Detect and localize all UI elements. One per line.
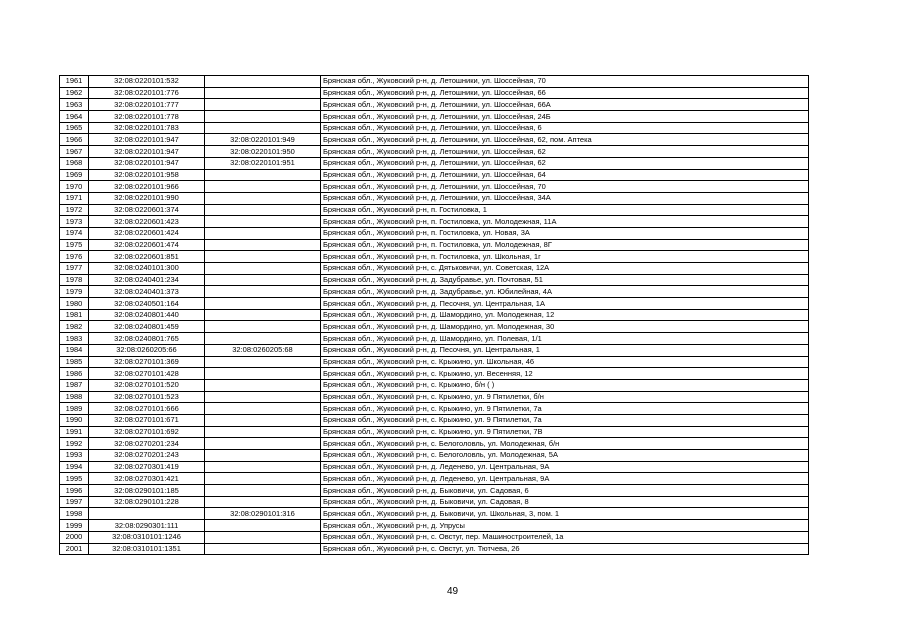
table-row (60, 239, 809, 251)
related-cadastral-number-cell (205, 251, 321, 263)
related-cadastral-number-cell: 32:08:0260205:68 (205, 344, 321, 356)
row-number-cell: 1961 (60, 76, 89, 88)
cadastral-number-cell: 32:08:0270101:692 (89, 426, 205, 438)
address-cell: Брянская обл., Жуковский р-н, д. Быковичи, ул. Садовая, 6 (321, 485, 809, 497)
table-row (60, 379, 809, 391)
property-table (59, 75, 809, 555)
cadastral-number-cell: 32:08:0220101:777 (89, 99, 205, 111)
address-cell: Брянская обл., Жуковский р-н, д. Летошники, ул. Шоссейная, 24Б (321, 111, 809, 123)
cadastral-number-cell: 32:08:0270101:369 (89, 356, 205, 368)
address-cell: Брянская обл., Жуковский р-н, д. Летошники, ул. Шоссейная, 6 (321, 122, 809, 134)
address-cell: Брянская обл., Жуковский р-н, п. Гостиловка, ул. Молодежная, 11А (321, 216, 809, 228)
row-number-cell: 1979 (60, 286, 89, 298)
related-cadastral-number-cell (205, 391, 321, 403)
related-cadastral-number-cell (205, 298, 321, 310)
cadastral-number-cell: 32:08:0310101:1246 (89, 531, 205, 543)
cadastral-number-cell: 32:08:0290301:111 (89, 520, 205, 532)
table-row (60, 391, 809, 403)
row-number-cell: 1981 (60, 309, 89, 321)
cadastral-number-cell (89, 508, 205, 520)
row-number-cell: 1964 (60, 111, 89, 123)
table-row (60, 192, 809, 204)
cadastral-number-cell: 32:08:0240801:440 (89, 309, 205, 321)
table-row (60, 531, 809, 543)
related-cadastral-number-cell: 32:08:0220101:949 (205, 134, 321, 146)
address-cell: Брянская обл., Жуковский р-н, д. Леденево, ул. Центральная, 9А (321, 461, 809, 473)
row-number-cell: 1985 (60, 356, 89, 368)
cadastral-number-cell: 32:08:0270101:523 (89, 391, 205, 403)
row-number-cell: 1983 (60, 333, 89, 345)
related-cadastral-number-cell (205, 169, 321, 181)
table-row (60, 368, 809, 380)
table-row (60, 485, 809, 497)
address-cell: Брянская обл., Жуковский р-н, д. Летошники, ул. Шоссейная, 62, пом. Аптека (321, 134, 809, 146)
related-cadastral-number-cell: 32:08:0220101:950 (205, 146, 321, 158)
address-cell: Брянская обл., Жуковский р-н, д. Летошники, ул. Шоссейная, 64 (321, 169, 809, 181)
address-cell: Брянская обл., Жуковский р-н, с. Овстуг, ул. Тютчева, 26 (321, 543, 809, 555)
related-cadastral-number-cell (205, 356, 321, 368)
row-number-cell: 1992 (60, 438, 89, 450)
related-cadastral-number-cell (205, 87, 321, 99)
row-number-cell: 2001 (60, 543, 89, 555)
address-cell: Брянская обл., Жуковский р-н, с. Белоголовль, ул. Молодежная, 5А (321, 450, 809, 462)
row-number-cell: 1971 (60, 192, 89, 204)
related-cadastral-number-cell (205, 403, 321, 415)
table-row (60, 321, 809, 333)
cadastral-number-cell: 32:08:0220601:474 (89, 239, 205, 251)
address-cell: Брянская обл., Жуковский р-н, с. Белоголовль, ул. Молодежная, б/н (321, 438, 809, 450)
related-cadastral-number-cell (205, 239, 321, 251)
table-row (60, 99, 809, 111)
table-row (60, 438, 809, 450)
address-cell: Брянская обл., Жуковский р-н, д. Летошники, ул. Шоссейная, 66 (321, 87, 809, 99)
row-number-cell: 1997 (60, 496, 89, 508)
cadastral-number-cell: 32:08:0270101:428 (89, 368, 205, 380)
row-number-cell: 1965 (60, 122, 89, 134)
address-cell: Брянская обл., Жуковский р-н, д. Шамордино, ул. Молодежная, 30 (321, 321, 809, 333)
cadastral-number-cell: 32:08:0220601:423 (89, 216, 205, 228)
address-cell: Брянская обл., Жуковский р-н, д. Летошники, ул. Шоссейная, 70 (321, 76, 809, 88)
row-number-cell: 1986 (60, 368, 89, 380)
address-cell: Брянская обл., Жуковский р-н, д. Песочня, ул. Центральная, 1А (321, 298, 809, 310)
table-row (60, 76, 809, 88)
address-cell: Брянская обл., Жуковский р-н, п. Гостиловка, ул. Новая, 3А (321, 227, 809, 239)
row-number-cell: 1967 (60, 146, 89, 158)
row-number-cell: 1993 (60, 450, 89, 462)
cadastral-number-cell: 32:08:0220101:958 (89, 169, 205, 181)
address-cell: Брянская обл., Жуковский р-н, д. Летошники, ул. Шоссейная, 34А (321, 192, 809, 204)
row-number-cell: 1999 (60, 520, 89, 532)
address-cell: Брянская обл., Жуковский р-н, с. Крыжино, ул. 9 Пятилетки, 7а (321, 414, 809, 426)
related-cadastral-number-cell (205, 473, 321, 485)
related-cadastral-number-cell (205, 216, 321, 228)
related-cadastral-number-cell: 32:08:0220101:951 (205, 157, 321, 169)
table-row (60, 461, 809, 473)
related-cadastral-number-cell (205, 333, 321, 345)
table-row (60, 508, 809, 520)
row-number-cell: 1994 (60, 461, 89, 473)
cadastral-number-cell: 32:08:0220601:424 (89, 227, 205, 239)
table-row (60, 169, 809, 181)
address-cell: Брянская обл., Жуковский р-н, п. Гостиловка, ул. Молодежная, 8Г (321, 239, 809, 251)
address-cell: Брянская обл., Жуковский р-н, с. Крыжино, б/н ( ) (321, 379, 809, 391)
related-cadastral-number-cell (205, 368, 321, 380)
row-number-cell: 1972 (60, 204, 89, 216)
related-cadastral-number-cell (205, 181, 321, 193)
table-body (60, 76, 809, 555)
row-number-cell: 1973 (60, 216, 89, 228)
page-number: 49 (446, 586, 459, 597)
related-cadastral-number-cell (205, 379, 321, 391)
cadastral-number-cell: 32:08:0270101:671 (89, 414, 205, 426)
address-cell: Брянская обл., Жуковский р-н, п. Гостиловка, ул. Школьная, 1г (321, 251, 809, 263)
address-cell: Брянская обл., Жуковский р-н, п. Гостиловка, 1 (321, 204, 809, 216)
related-cadastral-number-cell (205, 99, 321, 111)
row-number-cell: 1968 (60, 157, 89, 169)
row-number-cell: 1980 (60, 298, 89, 310)
row-number-cell: 2000 (60, 531, 89, 543)
table-row (60, 251, 809, 263)
address-cell: Брянская обл., Жуковский р-н, д. Задубравье, ул. Почтовая, 51 (321, 274, 809, 286)
table-row (60, 344, 809, 356)
cadastral-number-cell: 32:08:0220101:966 (89, 181, 205, 193)
row-number-cell: 1975 (60, 239, 89, 251)
related-cadastral-number-cell (205, 531, 321, 543)
related-cadastral-number-cell (205, 426, 321, 438)
row-number-cell: 1990 (60, 414, 89, 426)
cadastral-number-cell: 32:08:0220101:778 (89, 111, 205, 123)
cadastral-number-cell: 32:08:0240801:765 (89, 333, 205, 345)
row-number-cell: 1989 (60, 403, 89, 415)
address-cell: Брянская обл., Жуковский р-н, д. Летошники, ул. Шоссейная, 62 (321, 146, 809, 158)
address-cell: Брянская обл., Жуковский р-н, с. Крыжино, ул. 9 Пятилетки, 7а (321, 403, 809, 415)
cadastral-number-cell: 32:08:0270201:234 (89, 438, 205, 450)
cadastral-number-cell: 32:08:0220601:374 (89, 204, 205, 216)
address-cell: Брянская обл., Жуковский р-н, с. Дятьковичи, ул. Советская, 12А (321, 263, 809, 275)
table-row (60, 227, 809, 239)
related-cadastral-number-cell (205, 496, 321, 508)
table-row (60, 414, 809, 426)
cadastral-number-cell: 32:08:0240501:164 (89, 298, 205, 310)
cadastral-number-cell: 32:08:0240401:373 (89, 286, 205, 298)
row-number-cell: 1996 (60, 485, 89, 497)
cadastral-number-cell: 32:08:0220101:532 (89, 76, 205, 88)
table-row (60, 298, 809, 310)
cadastral-number-cell: 32:08:0290101:228 (89, 496, 205, 508)
table-row (60, 356, 809, 368)
cadastral-number-cell: 32:08:0220101:783 (89, 122, 205, 134)
cadastral-number-cell: 32:08:0240801:459 (89, 321, 205, 333)
related-cadastral-number-cell (205, 438, 321, 450)
related-cadastral-number-cell (205, 543, 321, 555)
address-cell: Брянская обл., Жуковский р-н, д. Летошники, ул. Шоссейная, 62 (321, 157, 809, 169)
address-cell: Брянская обл., Жуковский р-н, с. Овстуг, пер. Машиностроителей, 1а (321, 531, 809, 543)
related-cadastral-number-cell (205, 485, 321, 497)
table-row (60, 473, 809, 485)
table-row (60, 426, 809, 438)
cadastral-number-cell: 32:08:0220101:990 (89, 192, 205, 204)
related-cadastral-number-cell (205, 192, 321, 204)
address-cell: Брянская обл., Жуковский р-н, д. Задубравье, ул. Юбилейная, 4А (321, 286, 809, 298)
address-cell: Брянская обл., Жуковский р-н, д. Летошники, ул. Шоссейная, 66А (321, 99, 809, 111)
related-cadastral-number-cell (205, 263, 321, 275)
row-number-cell: 1995 (60, 473, 89, 485)
related-cadastral-number-cell (205, 76, 321, 88)
table-row (60, 87, 809, 99)
cadastral-number-cell: 32:08:0220101:776 (89, 87, 205, 99)
cadastral-number-cell: 32:08:0240101:300 (89, 263, 205, 275)
table-row (60, 122, 809, 134)
cadastral-number-cell: 32:08:0260205:66 (89, 344, 205, 356)
cadastral-number-cell: 32:08:0270101:520 (89, 379, 205, 391)
table-row (60, 134, 809, 146)
table-row (60, 403, 809, 415)
row-number-cell: 1978 (60, 274, 89, 286)
related-cadastral-number-cell (205, 450, 321, 462)
table-row (60, 204, 809, 216)
address-cell: Брянская обл., Жуковский р-н, д. Упрусы (321, 520, 809, 532)
row-number-cell: 1984 (60, 344, 89, 356)
cadastral-number-cell: 32:08:0270301:419 (89, 461, 205, 473)
related-cadastral-number-cell (205, 274, 321, 286)
related-cadastral-number-cell (205, 227, 321, 239)
related-cadastral-number-cell (205, 414, 321, 426)
cadastral-number-cell: 32:08:0270201:243 (89, 450, 205, 462)
table-row (60, 263, 809, 275)
row-number-cell: 1962 (60, 87, 89, 99)
row-number-cell: 1988 (60, 391, 89, 403)
related-cadastral-number-cell: 32:08:0290101:316 (205, 508, 321, 520)
row-number-cell: 1998 (60, 508, 89, 520)
row-number-cell: 1970 (60, 181, 89, 193)
address-cell: Брянская обл., Жуковский р-н, с. Крыжино, ул. 9 Пятилетки, б/н (321, 391, 809, 403)
table-row (60, 333, 809, 345)
related-cadastral-number-cell (205, 520, 321, 532)
related-cadastral-number-cell (205, 461, 321, 473)
related-cadastral-number-cell (205, 286, 321, 298)
related-cadastral-number-cell (205, 321, 321, 333)
row-number-cell: 1963 (60, 99, 89, 111)
table-row (60, 274, 809, 286)
address-cell: Брянская обл., Жуковский р-н, с. Крыжино, ул. Школьная, 46 (321, 356, 809, 368)
address-cell: Брянская обл., Жуковский р-н, с. Крыжино, ул. Весенняя, 12 (321, 368, 809, 380)
cadastral-number-cell: 32:08:0310101:1351 (89, 543, 205, 555)
table-row (60, 111, 809, 123)
table-row (60, 450, 809, 462)
cadastral-number-cell: 32:08:0220101:947 (89, 157, 205, 169)
related-cadastral-number-cell (205, 309, 321, 321)
table-row (60, 216, 809, 228)
row-number-cell: 1977 (60, 263, 89, 275)
row-number-cell: 1969 (60, 169, 89, 181)
row-number-cell: 1974 (60, 227, 89, 239)
address-cell: Брянская обл., Жуковский р-н, д. Шамордино, ул. Молодежная, 12 (321, 309, 809, 321)
cadastral-number-cell: 32:08:0290101:185 (89, 485, 205, 497)
table-row (60, 146, 809, 158)
table-row (60, 309, 809, 321)
row-number-cell: 1991 (60, 426, 89, 438)
address-cell: Брянская обл., Жуковский р-н, д. Песочня, ул. Центральная, 1 (321, 344, 809, 356)
related-cadastral-number-cell (205, 204, 321, 216)
table-row (60, 181, 809, 193)
row-number-cell: 1976 (60, 251, 89, 263)
cadastral-number-cell: 32:08:0270301:421 (89, 473, 205, 485)
address-cell: Брянская обл., Жуковский р-н, д. Летошники, ул. Шоссейная, 70 (321, 181, 809, 193)
cadastral-number-cell: 32:08:0220101:947 (89, 146, 205, 158)
table-row (60, 496, 809, 508)
address-cell: Брянская обл., Жуковский р-н, д. Леденево, ул. Центральная, 9А (321, 473, 809, 485)
address-cell: Брянская обл., Жуковский р-н, д. Быковичи, ул. Садовая, 8 (321, 496, 809, 508)
table-row (60, 520, 809, 532)
row-number-cell: 1982 (60, 321, 89, 333)
cadastral-number-cell: 32:08:0240401:234 (89, 274, 205, 286)
address-cell: Брянская обл., Жуковский р-н, д. Быковичи, ул. Школьная, 3, пом. 1 (321, 508, 809, 520)
table-row (60, 157, 809, 169)
cadastral-number-cell: 32:08:0220601:851 (89, 251, 205, 263)
related-cadastral-number-cell (205, 122, 321, 134)
row-number-cell: 1966 (60, 134, 89, 146)
address-cell: Брянская обл., Жуковский р-н, д. Шамордино, ул. Полевая, 1/1 (321, 333, 809, 345)
table-row (60, 543, 809, 555)
row-number-cell: 1987 (60, 379, 89, 391)
table-row (60, 286, 809, 298)
related-cadastral-number-cell (205, 111, 321, 123)
cadastral-number-cell: 32:08:0220101:947 (89, 134, 205, 146)
cadastral-number-cell: 32:08:0270101:666 (89, 403, 205, 415)
address-cell: Брянская обл., Жуковский р-н, с. Крыжино, ул. 9 Пятилетки, 7В (321, 426, 809, 438)
